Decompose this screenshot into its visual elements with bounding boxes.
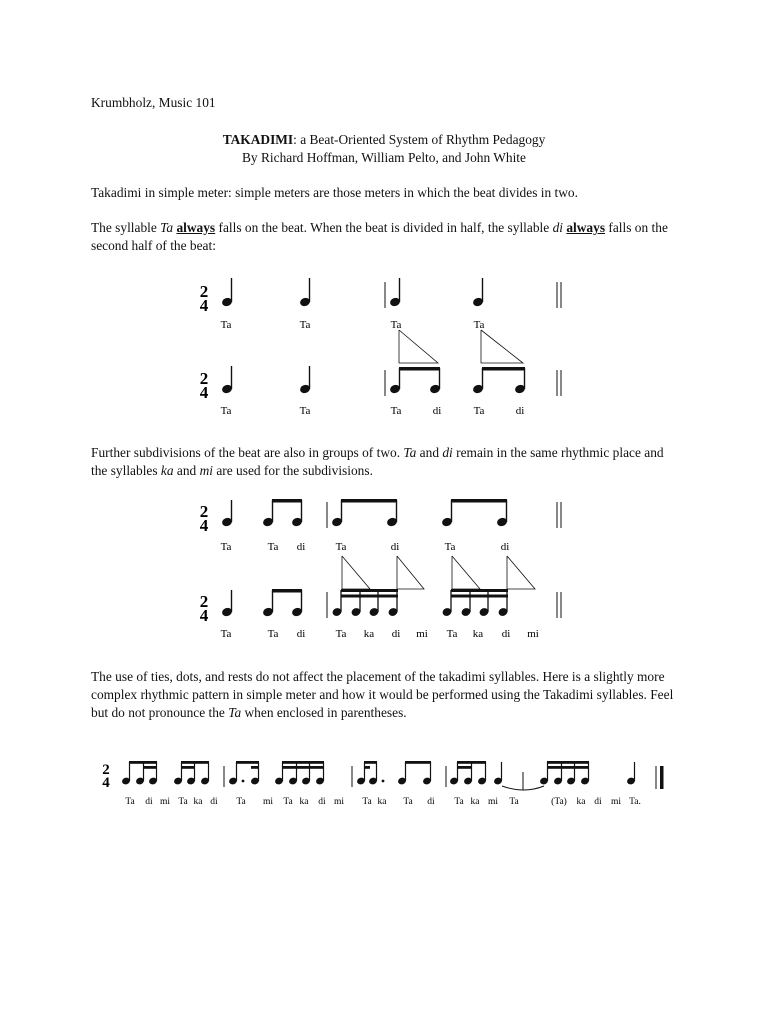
syllable: Ta [509, 797, 519, 807]
example1-row1-notes [200, 278, 561, 315]
syllable: ka [363, 628, 375, 640]
example2-row2-notes [200, 589, 561, 625]
example3-notation [92, 742, 682, 822]
syllable: Ta [335, 628, 347, 640]
example2-row1-notes [200, 499, 561, 535]
syllable: Ta [267, 541, 279, 553]
syllable: Ta [236, 797, 246, 807]
syllable: di [500, 541, 510, 553]
syllable: di [145, 797, 153, 807]
example2-triangles [342, 556, 535, 589]
syllable: Ta [403, 797, 413, 807]
syllable: mi [416, 628, 428, 640]
syllable: di [391, 628, 401, 640]
syllable: Ta [299, 405, 311, 417]
example2-notation [190, 490, 590, 650]
syllable: Ta [362, 797, 372, 807]
syllable: Ta [220, 541, 232, 553]
syllable: Ta [220, 405, 232, 417]
syllable: di [390, 541, 400, 553]
example1-row2-notes [200, 366, 561, 402]
svg-text:4: 4 [102, 775, 110, 791]
syllable: (Ta) [551, 797, 567, 807]
syllable: Ta [335, 541, 347, 553]
header-line: Krumbholz, Music 101 [91, 95, 216, 110]
syllable: ka [472, 628, 484, 640]
syllable: Ta [444, 541, 456, 553]
syllable: Ta [125, 797, 135, 807]
syllable: mi [527, 628, 539, 640]
syllable: Ta [454, 797, 464, 807]
syllable: ka [576, 797, 586, 807]
syllable: ka [377, 797, 387, 807]
syllable: di [432, 405, 442, 417]
syllable: mi [333, 797, 345, 807]
paragraph-subdivisions: Further subdivisions of the beat are also in groups of two. Ta and di remain in the same rhythmic place and the syllables ka and mi are used for the subdivisions. [91, 445, 664, 478]
title-bold: TAKADIMI [222, 132, 294, 147]
document-title [91, 131, 677, 149]
example1-triangles [399, 330, 523, 363]
svg-text:2: 2 [199, 369, 209, 388]
syllable: di [594, 797, 602, 807]
syllable: di [501, 628, 511, 640]
title-rest: : a Beat-Oriented System of Rhythm Pedagogy [293, 132, 546, 147]
example1-notation [190, 260, 590, 440]
syllable: Ta. [629, 797, 641, 807]
time-sig-bottom: 4 [199, 296, 209, 315]
syllable: mi [159, 797, 171, 807]
syllable: di [296, 628, 306, 640]
paragraph-ta-di: The syllable Ta always falls on the beat. When the beat is divided in half, the syllable di always falls on the second half of the beat: [91, 220, 668, 253]
svg-text:4: 4 [199, 383, 209, 402]
syllable: mi [487, 797, 499, 807]
syllable: di [427, 797, 435, 807]
svg-text:2: 2 [199, 592, 209, 611]
svg-text:4: 4 [199, 516, 209, 535]
syllable: Ta [178, 797, 188, 807]
syllable: ka [299, 797, 309, 807]
paragraph-ties-dots-rests: The use of ties, dots, and rests do not affect the placement of the takadimi syllables. Here is a slightly more complex rhythmic pattern in simple meter and how it would be performed using the Takadimi syllables. Feel but do not pronounce the Ta when enclosed in parentheses. [91, 669, 674, 720]
svg-text:2: 2 [102, 762, 110, 778]
syllable: di [515, 405, 525, 417]
svg-text:4: 4 [199, 606, 209, 625]
syllable: Ta [473, 319, 485, 331]
syllable: ka [193, 797, 203, 807]
syllable: di [296, 541, 306, 553]
syllable: di [318, 797, 326, 807]
syllable: Ta [299, 319, 311, 331]
syllable: Ta [267, 628, 279, 640]
document-authors: By Richard Hoffman, William Pelto, and John White [242, 150, 526, 165]
intro-paragraph: Takadimi in simple meter: simple meters are those meters in which the beat divides in two. [91, 185, 578, 200]
syllable: Ta [220, 319, 232, 331]
syllable: ka [470, 797, 480, 807]
syllable: mi [610, 797, 622, 807]
syllable: Ta [390, 405, 402, 417]
syllable: Ta [283, 797, 293, 807]
syllable: Ta [220, 628, 232, 640]
syllable: di [210, 797, 218, 807]
svg-text:2: 2 [199, 502, 209, 521]
syllable: Ta [446, 628, 458, 640]
syllable: Ta [473, 405, 485, 417]
time-sig-top: 2 [199, 282, 209, 301]
syllable: mi [262, 797, 274, 807]
syllable: Ta [390, 319, 402, 331]
